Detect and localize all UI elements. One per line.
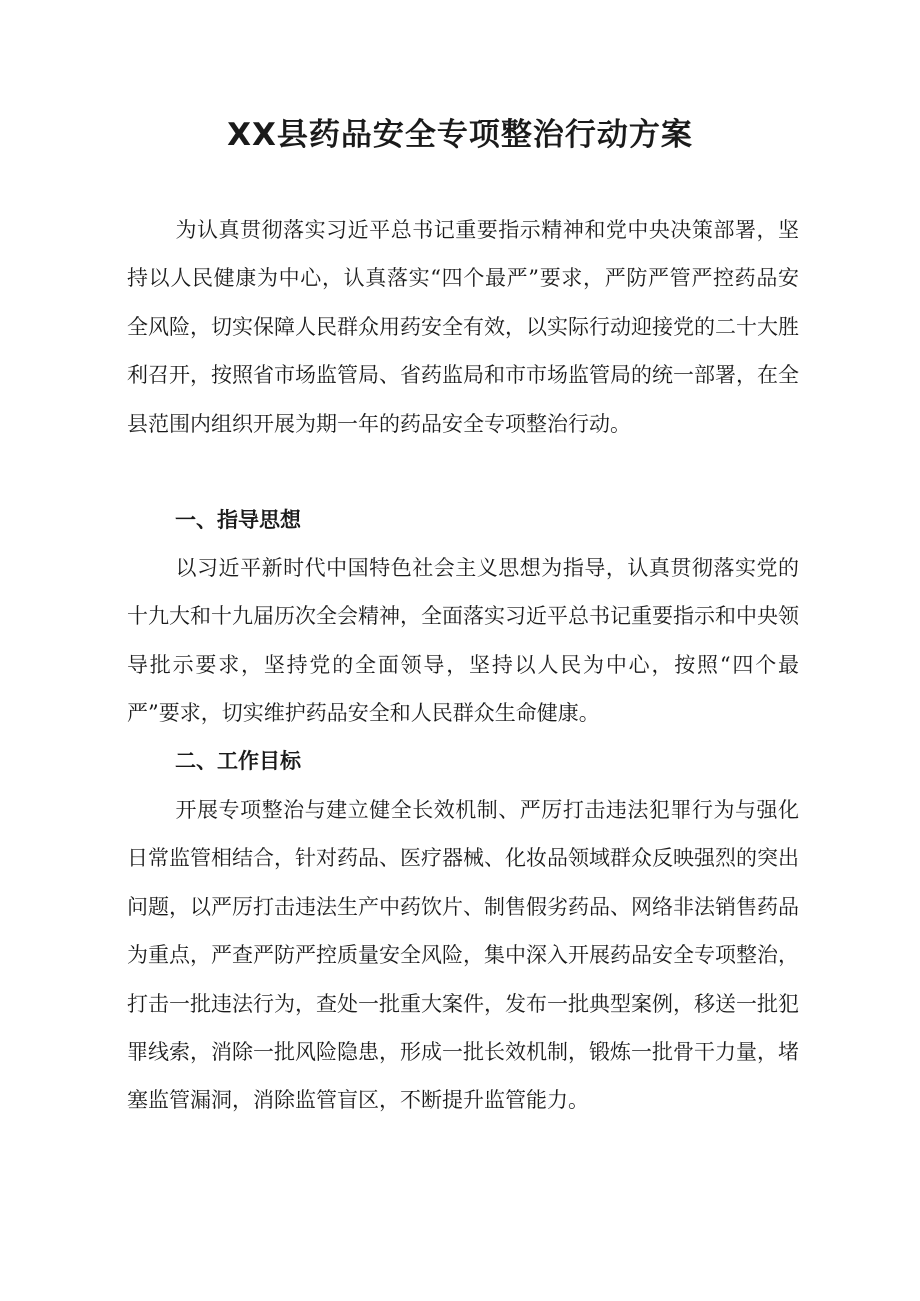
section-paragraph-guiding-ideology: [127, 544, 799, 738]
section-text: 开展专项整治与建立健全长效机制、严厉打击违法犯罪行为与强化日常监管相结合，针对药品、医疗器械、化妆品领域群众反映强烈的突出问题，以严厉打击违法生产中药饮片、制售假劣药品、网络非法销售药品为重点，严查严防严控质量安全风险，集中深入开展药品安全专项整治，打击一批违法行为，查处一批重大案件，发布一批典型案例，移送一批犯罪线索，消除一批风险隐患，形成一批长效机制，锻炼一批骨干力量，堵塞监管漏洞，消除监管盲区，不断提升监管能力。: [127, 798, 799, 1113]
document-title: XX县药品安全专项整治行动方案: [227, 117, 693, 153]
section-heading-guiding-ideology: 一、指导思想: [175, 508, 301, 532]
intro-paragraph: [127, 206, 799, 448]
section-text: 以习近平新时代中国特色社会主义思想为指导，认真贯彻落实党的十九大和十九届历次全会精神，全面落实习近平总书记重要指示和中央领导批示要求，坚持党的全面领导，坚持以人民为中心，按照“四个最严”要求，切实维护药品安全和人民群众生命健康。: [127, 556, 799, 726]
section-heading-work-goals: 二、工作目标: [175, 749, 301, 773]
section-paragraph-work-goals: [127, 786, 799, 1125]
intro-text: 为认真贯彻落实习近平总书记重要指示精神和党中央决策部署，坚持以人民健康为中心，认真落实“四个最严”要求，严防严管严控药品安全风险，切实保障人民群众用药安全有效，以实际行动迎接党的二十大胜利召开，按照省市场监管局、省药监局和市市场监管局的统一部署，在全县范围内组织开展为期一年的药品安全专项整治行动。: [127, 218, 799, 436]
